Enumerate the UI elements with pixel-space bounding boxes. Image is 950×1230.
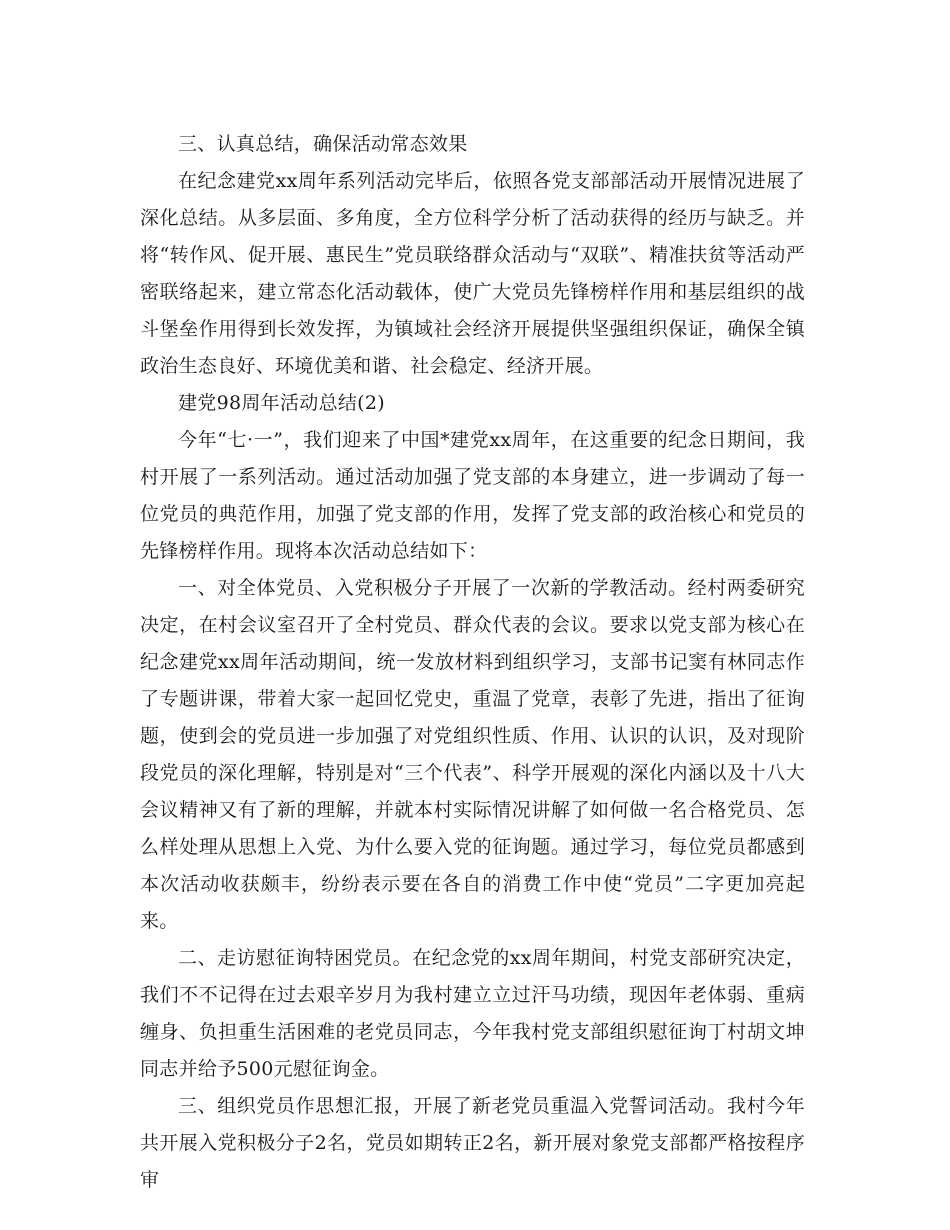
paragraph-intro: 今年“七·一”，我们迎来了中国*建党xx周年，在这重要的纪念日期间，我村开展了一系列活动。通过活动加强了党支部的本身建立，进一步调动了每一位党员的典范作用，加强了党支部的作用，发挥了党支部的政治核心和党员的先锋榜样作用。现将本次活动总结如下：: [140, 429, 805, 562]
paragraph-item-one: 一、对全体党员、入党积极分子开展了一次新的学教活动。经村两委研究决定，在村会议室召开了全村党员、群众代表的会议。要求以党支部为核心在纪念建党xx周年活动期间，统一发放材料到组织学习，支部书记窦有林同志作了专题讲课，带着大家一起回忆党史，重温了党章，表彰了先进，指出了征询题，使到会的党员进一步加强了对党组织性质、作用、认识的认识，及对现阶段党员的深化理解，特别是对“三个代表”、科学开展观的深化内涵以及十八大会议精神又有了新的理解，并就本村实际情况讲解了如何做一名合格党员、怎么样处理从思想上入党、为什么要入党的征询题。通过学习，每位党员都感到本次活动收获颇丰，纷纷表示要在各自的消费工作中使“党员”二字更加亮起来。: [140, 577, 805, 932]
document-body: [140, 126, 805, 1199]
section-heading-summary: 三、认真总结，确保活动常态效果: [178, 133, 468, 155]
paragraph-item-three: 三、组织党员作思想汇报，开展了新老党员重温入党誓词活动。我村今年共开展入党积极分子2名，党员如期转正2名，新开展对象党支部都严格按程序审: [140, 1095, 805, 1191]
paragraph-item-two: 二、走访慰征询特困党员。在纪念党的xx周年期间，村党支部研究决定，我们不不记得在过去艰辛岁月为我村建立立过汗马功绩，现因年老体弱、重病缠身、负担重生活困难的老党员同志，今年我村党支部组织慰征询丁村胡文坤同志并给予500元慰征询金。: [140, 947, 805, 1080]
paragraph-summary-body: 在纪念建党xx周年系列活动完毕后，依照各党支部部活动开展情况进展了深化总结。从多层面、多角度，全方位科学分析了活动获得的经历与缺乏。并将“转作风、促开展、惠民生”党员联络群众活动与“双联”、精准扶贫等活动严密联络起来，建立常态化活动载体，使广大党员先锋榜样作用和基层组织的战斗堡垒作用得到长效发挥，为镇域社会经济开展提供坚强组织保证，确保全镇政治生态良好、环境优美和谐、社会稳定、经济开展。: [140, 170, 805, 377]
document-subtitle: 建党98周年活动总结(2): [178, 392, 385, 414]
